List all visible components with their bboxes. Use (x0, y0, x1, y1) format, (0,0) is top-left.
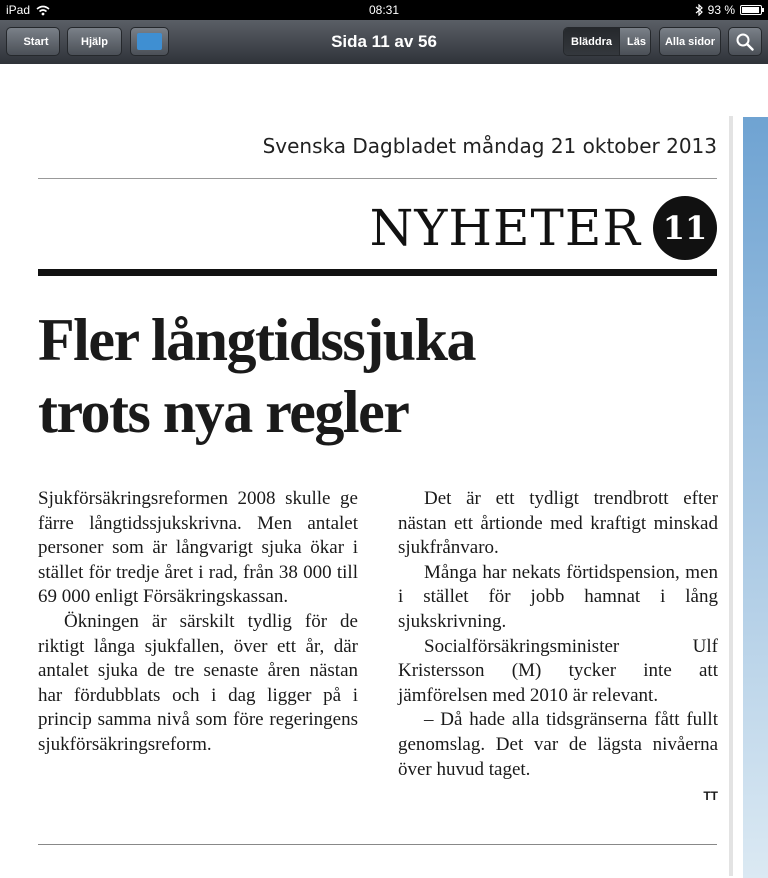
next-page-strip[interactable] (743, 117, 768, 878)
dateline: Svenska Dagbladet måndag 21 oktober 2013 (262, 134, 717, 158)
paragraph: Socialförsäkringsminister Ulf Kristersson (M) tycker inte att jämförelsen med 2010 är relevant. (398, 635, 718, 706)
headline (38, 304, 718, 448)
battery-percent: 93 % (707, 3, 735, 17)
reader-toolbar (0, 20, 768, 65)
view-mode-segmented-control (563, 27, 651, 56)
battery-icon (740, 5, 762, 15)
device-label: iPad (6, 3, 31, 17)
status-bar (0, 0, 768, 20)
article-body (38, 487, 718, 809)
read-mode-button[interactable]: Läs (619, 28, 651, 55)
section-header (38, 196, 717, 260)
page-number-badge: 11 (653, 196, 717, 260)
start-button[interactable]: Start (6, 27, 60, 56)
paragraph: Sjukförsäkringsreformen 2008 skulle ge färre långtidssjukskrivna. Men antalet personer som är långvarigt sjuka ökar i stället för tredje året i rad, från 38 000 till 69 000 enligt Försäkringskassan. (38, 488, 358, 608)
headline-line-1: Fler långtidssjuka (38, 307, 475, 373)
article-column-1 (38, 487, 358, 809)
paragraph: Det är ett tydligt trendbrott efter nästan ett årtionde med kraftigt minskad sjukfrånvaro. (398, 488, 718, 559)
battery-fill (742, 7, 759, 13)
newspaper-page[interactable] (0, 64, 768, 878)
help-button[interactable]: Hjälp (67, 27, 122, 56)
section-rule (38, 269, 717, 276)
search-button[interactable] (728, 27, 762, 56)
browse-mode-button[interactable]: Bläddra (564, 28, 619, 55)
paragraph: Ökningen är särskilt tydlig för de riktigt långa sjukfallen, över ett år, där antalet sjuka de tre senaste åren nästan har fördubblats och i dag ligger på i princip samma nivå som före regeringens sjukförsäkringsreform. (38, 610, 358, 755)
page-edge (729, 116, 733, 876)
bluetooth-icon (695, 4, 703, 16)
paragraph: – Då hade alla tidsgränserna fått fullt genomslag. Det var de lägsta nivåerna över huvud taget. (398, 709, 718, 780)
byline: TT (703, 789, 718, 804)
headline-line-2: trots nya regler (38, 379, 409, 445)
paragraph: Många har nekats förtidspension, men i stället för jobb hamnat i lång sjukskrivning. (398, 561, 718, 632)
all-pages-button[interactable]: Alla sidor (659, 27, 721, 56)
page-indicator: Sida 11 av 56 (331, 32, 437, 51)
status-time: 08:31 (368, 3, 400, 17)
article-column-2 (398, 487, 718, 809)
section-title: NYHETER (369, 199, 641, 257)
status-right (695, 3, 762, 17)
bottom-divider (38, 844, 717, 845)
search-icon (736, 33, 754, 51)
divider (38, 178, 717, 179)
